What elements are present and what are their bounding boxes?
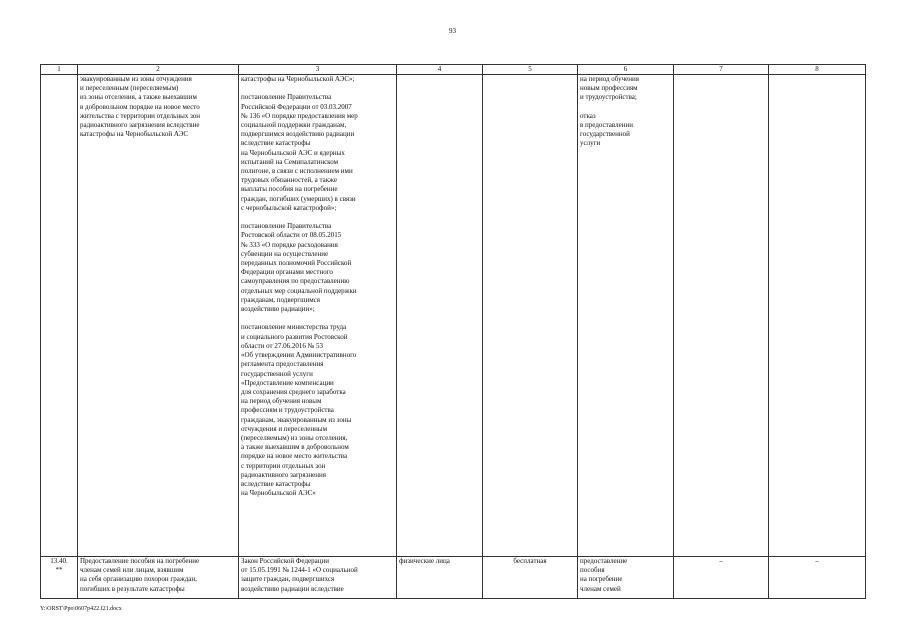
column-8-cell: –	[769, 557, 866, 599]
column-header: 7	[674, 65, 769, 75]
file-path-footer: Y:\ORST\Ppo\0607p422.f21.docx	[40, 606, 122, 612]
table-row	[41, 75, 866, 557]
column-7-cell	[674, 75, 769, 557]
page-number: 93	[449, 27, 456, 35]
column-header: 3	[239, 65, 397, 75]
column-header: 4	[397, 65, 483, 75]
legal-basis-cell: Закон Российской Федерации от 15.05.1991 № 1244-1 «О социальной защите граждан, подвергшихся воздействию радиации вследствие	[239, 557, 397, 599]
column-7-cell: –	[674, 557, 769, 599]
service-name-cell: Предоставление пособия на погребение членам семей или лицам, взявшим на себя организацию похорон граждан, погибших в результате катастрофы	[78, 557, 239, 599]
result-cell: предоставление пособия на погребение членам семей	[578, 557, 674, 599]
recipients-cell: физические лица	[397, 557, 483, 599]
table-row	[41, 557, 866, 599]
cost-cell	[483, 75, 578, 557]
column-8-cell	[769, 75, 866, 557]
column-header: 8	[769, 65, 866, 75]
legal-basis-cell: катастрофы на Чернобыльской АЭС»; постановление Правительства Российской Федерации от 03.03.2007 № 136 «О порядке предоставления мер социальной поддержки гражданам, подвергшимся воздействию радиации вследствие катастрофы на Чернобыльской АЭС и ядерных испытаний на Семипалатинском полигоне, в связи с исполнением ими трудовых обязанностей, а также выплаты пособия на погребение граждан, погибших (умерших) в связи с чернобыльской катастрофой»; постановление Правительства Ростовской области от 08.05.2015 № 333 «О порядке расходования субвенции на осуществление переданных полномочий Российской Федерации органами местного самоуправления по предоставлению отдельных мер социальной поддержки гражданам, подвергшимся воздействию радиации»; постановление министерства труда и социального развития Ростовской области от 27.06.2016 № 53 «Об утверждении Административного регламента предоставления государственной услуги «Предоставление компенсации для сохранения среднего заработка на период обучения новым профессиям и трудоустройства гражданам, эвакуированным из зоны отчуждения и переселенным (переселяемым) из зоны отселения, а также выехавшим в добровольном порядке на новое место жительства с территории отдельных зон радиоактивного загрязнения вследствие катастрофы на Чернобыльской АЭС»	[239, 75, 397, 557]
result-cell: на период обучения новым профессиям и трудоустройства; отказ в предоставлении государственной услуги	[578, 75, 674, 557]
column-header: 6	[578, 65, 674, 75]
column-header: 2	[78, 65, 239, 75]
recipients-cell	[397, 75, 483, 557]
services-table	[40, 64, 866, 599]
service-name-cell: эвакуированным из зоны отчуждения и переселенным (переселяемым) из зоны отселения, а также выехавшим в добровольном порядке на новое место жительства с территории отдельных зон радиоактивного загрязнения вследствие катастрофы на Чернобыльской АЭС	[78, 75, 239, 557]
column-header: 1	[41, 65, 78, 75]
row-number-cell: 13.40. **	[41, 557, 78, 599]
row-number-cell	[41, 75, 78, 557]
column-header: 5	[483, 65, 578, 75]
header-row	[41, 65, 866, 75]
cost-cell: бесплатная	[483, 557, 578, 599]
